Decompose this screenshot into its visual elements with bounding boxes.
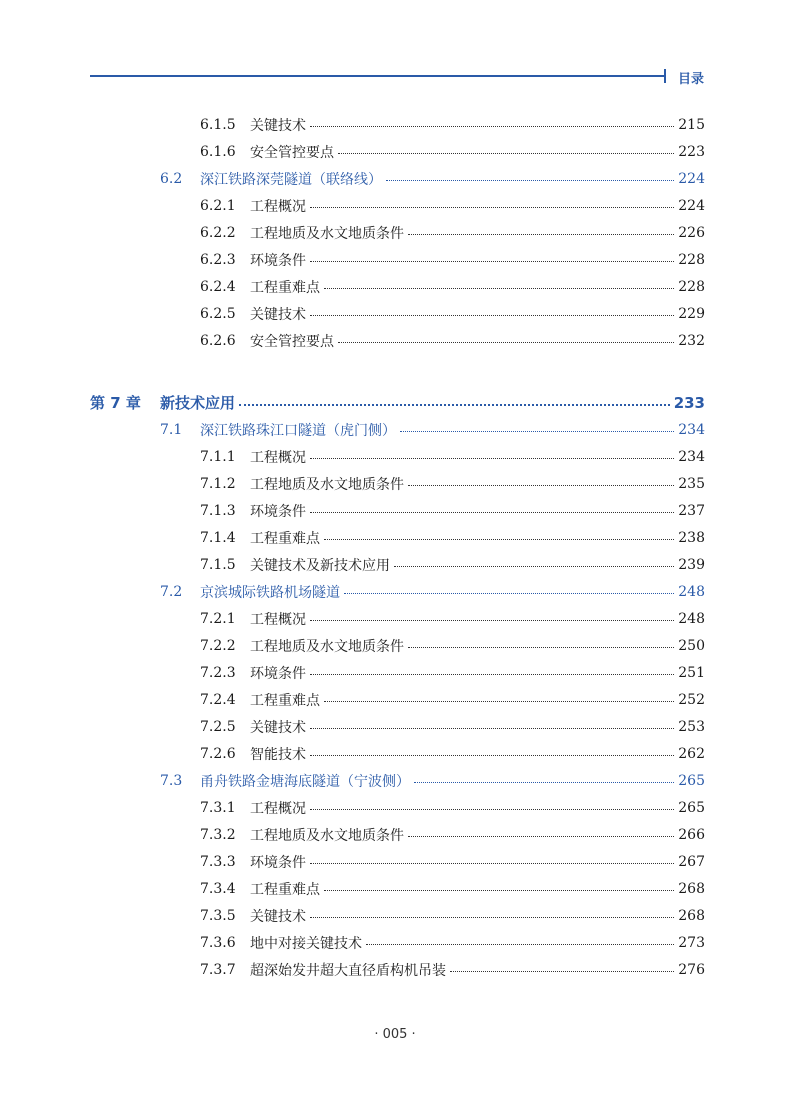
- toc-entry-sub[interactable]: [200, 443, 705, 470]
- entry-number: 7.1.4: [200, 529, 236, 546]
- dot-leader: [400, 431, 674, 432]
- dot-leader: [310, 207, 674, 208]
- entry-title: 安全管控要点: [250, 333, 334, 350]
- dot-leader: [310, 755, 674, 756]
- entry-number: 7.2.4: [200, 691, 236, 708]
- dot-leader: [408, 836, 674, 837]
- toc-entry-sub[interactable]: [200, 929, 705, 956]
- toc-entry-sub[interactable]: [200, 138, 705, 165]
- entry-title: 工程地质及水文地质条件: [250, 476, 404, 493]
- entry-page: 233: [673, 393, 705, 412]
- entry-number: 6.1.6: [200, 143, 236, 160]
- dot-leader: [366, 944, 674, 945]
- entry-title: 环境条件: [250, 854, 306, 871]
- toc-entry-sub[interactable]: [200, 740, 705, 767]
- entry-title: 关键技术及新技术应用: [250, 557, 390, 574]
- entry-number: 7.2: [160, 583, 183, 600]
- toc-entry-sub[interactable]: [200, 551, 705, 578]
- entry-number: 7.2.6: [200, 745, 236, 762]
- dot-leader: [408, 234, 674, 235]
- dot-leader: [450, 971, 674, 972]
- dot-leader: [394, 566, 674, 567]
- dot-leader: [310, 863, 674, 864]
- dot-leader: [310, 809, 674, 810]
- entry-number: 7.1: [160, 421, 183, 438]
- toc-entry-sub[interactable]: [200, 524, 705, 551]
- entry-number: 7.2.1: [200, 610, 236, 627]
- toc-entry-sub[interactable]: [200, 713, 705, 740]
- dot-leader: [414, 782, 674, 783]
- entry-page: 265: [678, 772, 705, 789]
- dot-leader: [310, 674, 674, 675]
- dot-leader: [310, 512, 674, 513]
- entry-page: 234: [678, 448, 705, 465]
- entry-title: 智能技术: [250, 746, 306, 763]
- entry-title: 关键技术: [250, 908, 306, 925]
- entry-title: 环境条件: [250, 503, 306, 520]
- entry-page: 276: [678, 961, 705, 978]
- entry-title: 工程概况: [250, 449, 306, 466]
- entry-title: 超深始发井超大直径盾构机吊装: [250, 962, 446, 979]
- entry-title: 深江铁路珠江口隧道（虎门侧）: [200, 422, 396, 439]
- entry-title: 关键技术: [250, 306, 306, 323]
- entry-page: 235: [678, 475, 705, 492]
- entry-title: 新技术应用: [160, 394, 236, 412]
- dot-leader: [338, 342, 674, 343]
- dot-leader: [408, 485, 674, 486]
- entry-page: 267: [678, 853, 705, 870]
- entry-page: 250: [678, 637, 705, 654]
- entry-title: 工程重难点: [250, 692, 320, 709]
- toc-entry-sec[interactable]: [160, 416, 705, 443]
- entry-title: 工程重难点: [250, 881, 320, 898]
- toc-entry-sub[interactable]: [200, 192, 705, 219]
- dot-leader: [324, 701, 674, 702]
- toc-entry-sub[interactable]: [200, 902, 705, 929]
- entry-page: 223: [678, 143, 705, 160]
- header-rule: [90, 75, 665, 77]
- entry-page: 224: [678, 170, 705, 187]
- entry-number: 6.1.5: [200, 116, 236, 133]
- toc-entry-sub[interactable]: [200, 327, 705, 354]
- entry-page: 229: [678, 305, 705, 322]
- page-number: · 005 ·: [374, 1027, 416, 1042]
- dot-leader: [310, 315, 674, 316]
- dot-leader: [386, 180, 674, 181]
- entry-page: 273: [678, 934, 705, 951]
- entry-page: 266: [678, 826, 705, 843]
- entry-page: 253: [678, 718, 705, 735]
- entry-title: 工程概况: [250, 198, 306, 215]
- entry-number: 7.2.2: [200, 637, 236, 654]
- toc-entry-sec[interactable]: [160, 767, 705, 794]
- dot-leader: [310, 917, 674, 918]
- entry-title: 环境条件: [250, 665, 306, 682]
- entry-page: 228: [678, 278, 705, 295]
- toc-entry-sub[interactable]: [200, 497, 705, 524]
- dot-leader: [239, 404, 670, 406]
- entry-page: 215: [678, 116, 705, 133]
- entry-page: 238: [678, 529, 705, 546]
- entry-number: 6.2.5: [200, 305, 236, 322]
- entry-title: 关键技术: [250, 117, 306, 134]
- entry-title: 工程概况: [250, 800, 306, 817]
- dot-leader: [310, 458, 674, 459]
- toc-entry-sec[interactable]: [160, 578, 705, 605]
- entry-number: 6.2.4: [200, 278, 236, 295]
- entry-page: 265: [678, 799, 705, 816]
- entry-title: 工程地质及水文地质条件: [250, 225, 404, 242]
- toc-entry-sub[interactable]: [200, 686, 705, 713]
- toc-entry-sub[interactable]: [200, 821, 705, 848]
- entry-page: 251: [678, 664, 705, 681]
- toc-entry-sub[interactable]: [200, 300, 705, 327]
- dot-leader: [324, 539, 674, 540]
- entry-title: 工程重难点: [250, 530, 320, 547]
- entry-number: 7.3: [160, 772, 183, 789]
- dot-leader: [338, 153, 674, 154]
- entry-title: 京滨城际铁路机场隧道: [200, 584, 340, 601]
- entry-number: 7.3.2: [200, 826, 236, 843]
- dot-leader: [324, 288, 674, 289]
- dot-leader: [310, 620, 674, 621]
- entry-number: 7.3.7: [200, 961, 236, 978]
- entry-number: 6.2.1: [200, 197, 236, 214]
- entry-title: 甬舟铁路金塘海底隧道（宁波侧）: [200, 773, 410, 790]
- entry-number: 7.2.3: [200, 664, 236, 681]
- entry-page: 262: [678, 745, 705, 762]
- entry-page: 268: [678, 880, 705, 897]
- toc-entry-sub[interactable]: [200, 246, 705, 273]
- entry-number: 第 7 章: [90, 394, 141, 412]
- entry-page: 232: [678, 332, 705, 349]
- toc-entry-sub[interactable]: [200, 470, 705, 497]
- toc-entry-sub[interactable]: [200, 219, 705, 246]
- entry-number: 7.1.5: [200, 556, 236, 573]
- header-rule-tick: [664, 69, 666, 83]
- entry-title: 工程地质及水文地质条件: [250, 638, 404, 655]
- entry-number: 7.1.2: [200, 475, 236, 492]
- entry-page: 252: [678, 691, 705, 708]
- entry-number: 7.1.3: [200, 502, 236, 519]
- entry-number: 7.3.4: [200, 880, 236, 897]
- toc-entry-sub[interactable]: [200, 605, 705, 632]
- dot-leader: [310, 126, 674, 127]
- toc-entry-chap[interactable]: [90, 389, 705, 416]
- entry-page: 226: [678, 224, 705, 241]
- entry-number: 7.3.1: [200, 799, 236, 816]
- dot-leader: [310, 261, 674, 262]
- entry-title: 地中对接关键技术: [250, 935, 362, 952]
- entry-number: 6.2.2: [200, 224, 236, 241]
- entry-title: 深江铁路深莞隧道（联络线）: [200, 171, 382, 188]
- toc-entry-sub[interactable]: [200, 273, 705, 300]
- entry-number: 7.2.5: [200, 718, 236, 735]
- entry-number: 7.3.6: [200, 934, 236, 951]
- entry-title: 关键技术: [250, 719, 306, 736]
- entry-number: 7.3.3: [200, 853, 236, 870]
- entry-page: 237: [678, 502, 705, 519]
- running-header-title: 目录: [678, 72, 705, 87]
- entry-number: 6.2.3: [200, 251, 236, 268]
- toc-entry-sub[interactable]: [200, 659, 705, 686]
- toc-entry-sub[interactable]: [200, 632, 705, 659]
- dot-leader: [344, 593, 674, 594]
- entry-title: 安全管控要点: [250, 144, 334, 161]
- dot-leader: [324, 890, 674, 891]
- toc-entry-sub[interactable]: [200, 794, 705, 821]
- entry-page: 268: [678, 907, 705, 924]
- toc-entry-sub[interactable]: [200, 111, 705, 138]
- dot-leader: [408, 647, 674, 648]
- entry-title: 工程概况: [250, 611, 306, 628]
- entry-number: 6.2.6: [200, 332, 236, 349]
- entry-page: 228: [678, 251, 705, 268]
- entry-page: 248: [678, 583, 705, 600]
- entry-title: 工程重难点: [250, 279, 320, 296]
- entry-page: 224: [678, 197, 705, 214]
- toc-entry-sub[interactable]: [200, 956, 705, 983]
- entry-number: 7.1.1: [200, 448, 236, 465]
- entry-number: 7.3.5: [200, 907, 236, 924]
- entry-page: 234: [678, 421, 705, 438]
- entry-page: 248: [678, 610, 705, 627]
- entry-page: 239: [678, 556, 705, 573]
- toc-entry-sub[interactable]: [200, 848, 705, 875]
- entry-title: 环境条件: [250, 252, 306, 269]
- dot-leader: [310, 728, 674, 729]
- toc-entry-sec[interactable]: [160, 165, 705, 192]
- entry-title: 工程地质及水文地质条件: [250, 827, 404, 844]
- entry-number: 6.2: [160, 170, 183, 187]
- toc-entry-sub[interactable]: [200, 875, 705, 902]
